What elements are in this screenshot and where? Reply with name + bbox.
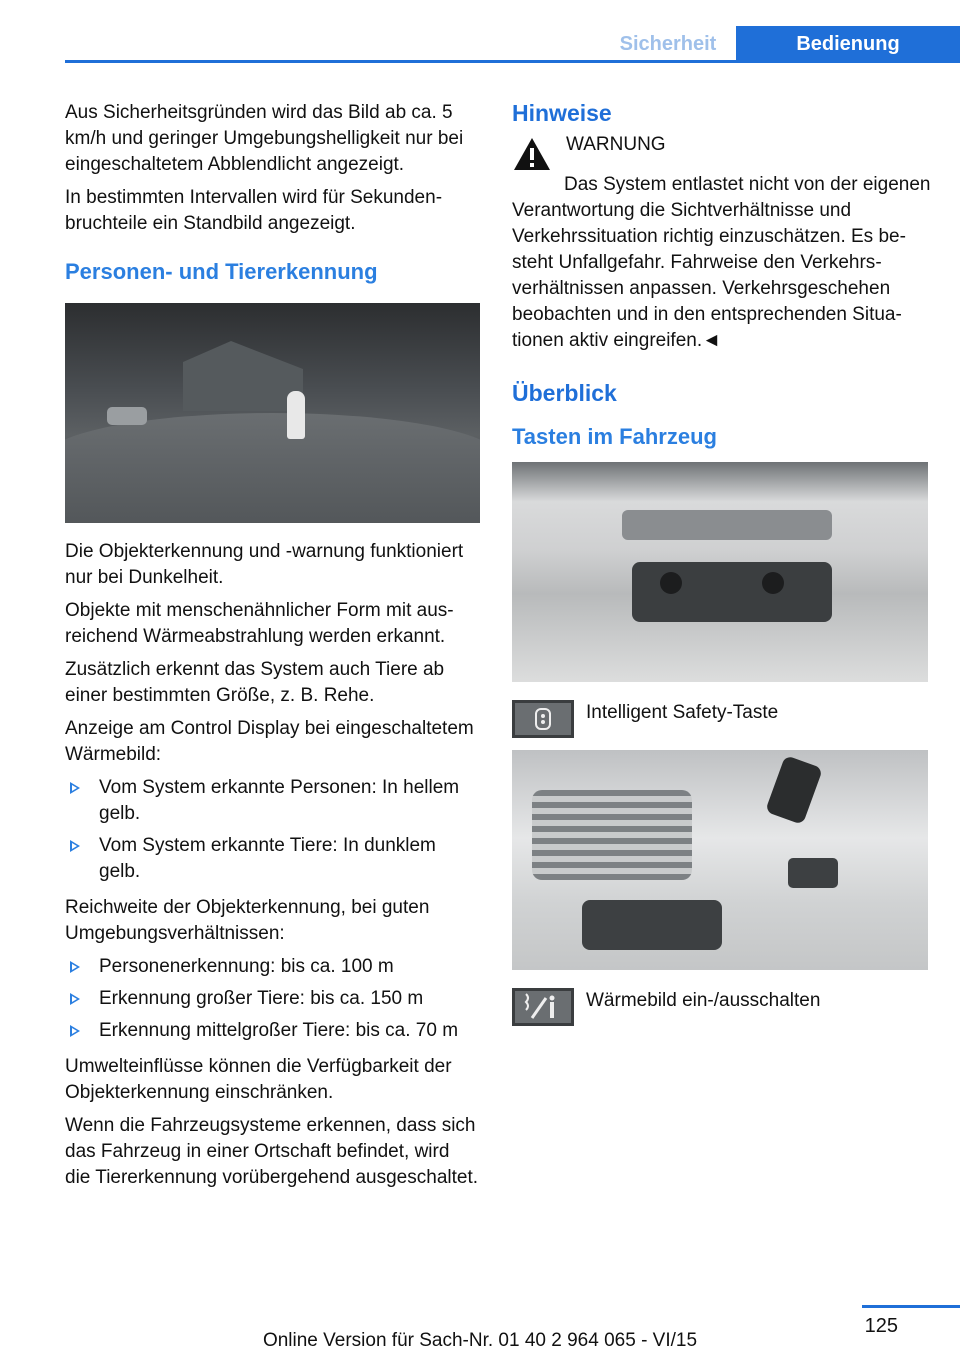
key-label: Wärmebild ein-/ausschalten	[586, 990, 821, 1011]
triangle-bullet-icon	[70, 1025, 80, 1037]
road-shape	[65, 413, 480, 523]
car-shape	[107, 407, 147, 425]
list-item: Vom System erkannte Personen: In hellem gelb.	[65, 775, 480, 827]
paragraph: In bestimmten Intervallen wird für Sekundenbruchteile ein Standbild angezeigt.	[65, 187, 443, 234]
warning-title: WARNUNG	[566, 134, 666, 155]
hinweise-heading: Hinweise	[512, 100, 612, 126]
house-shape	[183, 341, 303, 411]
paragraph: Objekte mit menschenähnlicher Form mit ausreichend Wärmeabstrahlung werden erkannt.	[65, 600, 454, 647]
console-photo	[512, 462, 928, 682]
ueberblick-heading: Überblick	[512, 380, 617, 406]
paragraph: Zusätzlich erkennt das System auch Tiere ab einer bestimmten Größe, z. B. Rehe.	[65, 659, 445, 706]
intelligent-safety-key-row	[512, 700, 932, 738]
knob-shape	[762, 572, 784, 594]
person-shape	[287, 391, 305, 439]
list-item: Erkennung mittelgroßer Tiere: bis ca. 70 m	[65, 1018, 480, 1044]
light-switch-shape	[582, 900, 722, 950]
intelligent-safety-button-icon	[512, 700, 574, 738]
stalk-shape	[765, 755, 823, 825]
left-column	[65, 100, 480, 1198]
warning-text: Das System entlastet nicht von der eigenen Verantwortung die Sichtverhältnisse und Verkehrssituation richtig einzuschätzen. Es besteht Unfallgefahr. Fahrweise den Verkehrsverhältnissen anpassen. Verkehrsgeschehen beobachten und in den entsprechenden Situationen aktiv eingreifen.◄	[512, 174, 931, 351]
triangle-bullet-icon	[70, 840, 80, 852]
warning-triangle-icon	[512, 136, 552, 172]
triangle-bullet-icon	[70, 993, 80, 1005]
dashboard-photo	[512, 750, 928, 970]
radio-unit-shape	[632, 562, 832, 622]
section-heading: Personen- und Tiererkennung	[65, 259, 378, 284]
thermal-image-key-row	[512, 988, 932, 1026]
paragraph: Umwelteinflüsse können die Verfügbarkeit der Objekterkennung einschränken.	[65, 1056, 452, 1103]
list-item: Personenerkennung: bis ca. 100 m	[65, 954, 480, 980]
page-number: 125	[864, 1315, 898, 1337]
right-column	[512, 100, 932, 1026]
triangle-bullet-icon	[70, 782, 80, 794]
tasten-heading: Tasten im Fahrzeug	[512, 424, 717, 449]
online-version-footer: Online Version für Sach-Nr. 01 40 2 964 065 - VI/15	[262, 1330, 698, 1351]
paragraph: Wenn die Fahrzeugsysteme erkennen, dass sich das Fahrzeug in einer Ortschaft befindet, wird die Tiererkennung vorübergehend ausgeschaltet.	[65, 1115, 479, 1188]
button-panel-shape	[622, 510, 832, 540]
thermal-image-button-icon	[512, 988, 574, 1026]
air-vent-shape	[532, 790, 692, 880]
paragraph: Anzeige am Control Display bei eingeschaltetem Wärmebild:	[65, 718, 474, 765]
range-list	[65, 954, 480, 1044]
triangle-bullet-icon	[70, 961, 80, 973]
tab-sicherheit[interactable]: Sicherheit	[619, 33, 717, 55]
footer-rule	[862, 1305, 960, 1308]
paragraph: Reichweite der Objekterkennung, bei guten Umgebungsverhältnissen:	[65, 897, 430, 944]
button-pair-shape	[788, 858, 838, 888]
list-item: Vom System erkannte Tiere: In dunklem gelb.	[65, 833, 480, 885]
key-label: Intelligent Safety-Taste	[586, 702, 779, 723]
knob-shape	[660, 572, 682, 594]
tab-bedienung[interactable]: Bedienung	[736, 26, 960, 62]
paragraph: Aus Sicherheitsgründen wird das Bild ab ca. 5 km/h und geringer Umgebungshelligkeit nur bei eingeschaltetem Abblendlicht angezeigt.	[65, 102, 464, 175]
thermal-image-photo	[65, 303, 480, 523]
paragraph: Die Objekterkennung und -warnung funktioniert nur bei Dunkelheit.	[65, 541, 464, 588]
display-color-list	[65, 775, 480, 885]
warning-block	[512, 132, 932, 172]
list-item: Erkennung großer Tiere: bis ca. 150 m	[65, 986, 480, 1012]
